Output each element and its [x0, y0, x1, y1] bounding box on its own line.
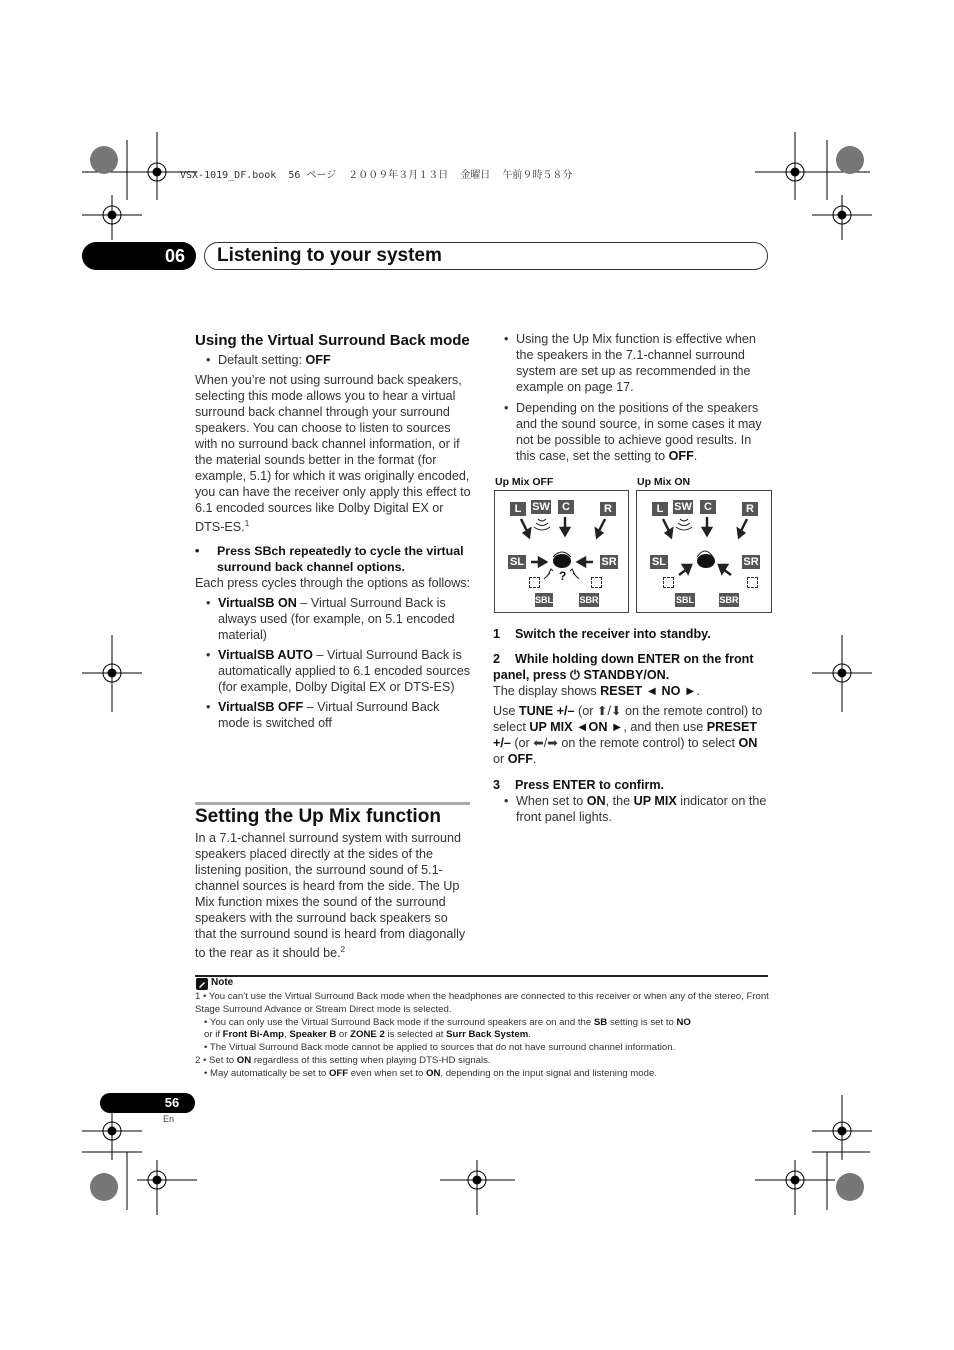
speaker-r: R	[742, 502, 758, 516]
speaker-l: L	[652, 502, 668, 516]
list-item	[493, 793, 768, 825]
when-b: , the	[605, 794, 634, 808]
note-2a-on: ON	[236, 1054, 252, 1066]
print-header: VSX-1019_DF.book 56 ページ ２００９年３月１３日 金曜日 午前９時５８分	[180, 170, 573, 181]
note-1b-sb: SB	[593, 1016, 608, 1028]
footnote-ref-1: 1	[244, 519, 250, 528]
note-1b-no: NO	[676, 1016, 691, 1028]
question-mark: ?	[559, 569, 567, 583]
speaker-sr: SR	[743, 556, 759, 568]
use-end: .	[532, 752, 537, 766]
note-2b-pre: • May automatically be set to	[204, 1067, 329, 1079]
note-2a-end: regardless of this setting when playing DTS-HD signals.	[251, 1054, 491, 1066]
list-item	[493, 400, 768, 464]
note-1b2-spb: Speaker B	[289, 1029, 337, 1041]
speaker-sbl: SBL	[676, 595, 694, 605]
press-follow-text: Each press cycles through the options as follows:	[195, 576, 471, 591]
use-d: (or ⬅/➡ on the remote control) to select	[510, 736, 739, 750]
note-2a-pre: 2 • Set to	[195, 1054, 237, 1066]
note-1b	[195, 1017, 770, 1030]
note-1b2-mid: is selected at	[384, 1029, 447, 1041]
when-a: When set to	[516, 794, 587, 808]
default-setting	[195, 352, 471, 368]
speaker-c: C	[700, 500, 716, 514]
on-diagram-graphics	[637, 491, 771, 612]
speaker-sbr: SBR	[719, 595, 739, 605]
step-number: 3	[493, 778, 501, 792]
bullet2-off: OFF	[668, 449, 694, 463]
note-title: Note	[211, 977, 234, 988]
note-1b2-end: .	[528, 1029, 531, 1041]
option-list-item	[195, 595, 471, 643]
step-2	[493, 651, 768, 683]
step-number: 1	[493, 627, 501, 641]
use-c: , and then use	[623, 720, 707, 734]
note-1b2-z2: ZONE 2	[350, 1029, 385, 1041]
up-mix-paragraph	[195, 830, 471, 961]
page-lang: En	[163, 1114, 175, 1124]
note-1b2-sbs: Surr Back System	[446, 1029, 529, 1041]
note-1b2	[195, 1029, 770, 1042]
speaker-l: L	[510, 502, 526, 516]
press-text: Press SBch repeatedly to cycle the virtual surround back channel options.	[217, 544, 464, 575]
page-number: 56	[164, 1095, 180, 1110]
note-1b2-fba: Front Bi-Amp	[222, 1029, 284, 1041]
display-prefix: The display shows	[493, 684, 601, 698]
option-desc: – Virtual Surround Back is automatically applied to 6.1 encoded sources (for example, Dolby Digital EX or DTS-ES)	[218, 648, 471, 695]
note-1b-mid: setting is set to	[607, 1016, 677, 1028]
note-body	[195, 991, 770, 1081]
speaker-sl: SL	[509, 556, 525, 568]
note-2b-on: ON	[426, 1067, 441, 1079]
step-3	[493, 777, 768, 793]
chapter-title: Listening to your system	[217, 245, 442, 266]
speaker-sw: SW	[674, 501, 692, 513]
option-list-item	[195, 647, 471, 695]
step-1	[493, 626, 768, 642]
display-value: RESET ◄ NO ►	[600, 684, 697, 698]
note-icon	[196, 978, 208, 990]
note-1b2-c1: ,	[283, 1029, 290, 1041]
heading-up-mix: Setting the Up Mix function	[195, 806, 441, 827]
speaker-sbl: SBL	[535, 595, 553, 605]
step-number: 2	[493, 652, 501, 666]
default-setting-label: Default setting:	[218, 353, 306, 367]
left-column	[195, 331, 471, 731]
use-off: OFF	[507, 752, 533, 766]
up-mix-on-diagram	[636, 490, 772, 613]
note-2b-off: OFF	[328, 1067, 349, 1079]
note-1b-pre: • You can only use the Virtual Surround Back mode if the surround speakers are on and the	[204, 1016, 594, 1028]
note-1a: 1 • You can’t use the Virtual Surround Back mode when the headphones are connected to this receiver or when any of the stereo, Front Stage Surround Advance or Stream Direct mode is selected.	[195, 991, 769, 1015]
speaker-sw: SW	[532, 501, 550, 513]
use-upmix: UP MIX ◄ON ►	[529, 720, 624, 734]
option-name: VirtualSB ON	[218, 596, 297, 611]
use-instruction	[493, 703, 768, 767]
up-mix-off-diagram	[494, 490, 629, 613]
step-text: Switch the receiver into standby.	[515, 627, 711, 641]
bullet2-text: Depending on the positions of the speakers and the sound source, in some cases it may not be possible to achieve good results. In this case, set the setting to	[516, 401, 762, 463]
note-2b-end: , depending on the input signal and listening mode.	[440, 1067, 657, 1079]
press-sbch-instruction	[195, 543, 471, 575]
use-b: (or ⬆/⬇ on the remote control) to select	[493, 704, 763, 734]
list-item: • Using the Up Mix function is effective when the speakers in the 7.1-channel surround system are set up as recommended in the example on page 17.	[493, 331, 768, 395]
use-preset: PRESET +/–	[493, 720, 758, 750]
option-name: VirtualSB AUTO	[218, 648, 313, 663]
right-column-steps	[493, 626, 768, 825]
note-2b	[195, 1068, 770, 1081]
speaker-sr: SR	[601, 556, 617, 568]
note-2b-mid: even when set to	[348, 1067, 426, 1079]
up-mix-text: In a 7.1-channel surround system with surround speakers placed directly at the sides of the listening position, the surround sound of 5.1-channel sources is heard from the side. The Up Mix function mixes the sound of the surround speakers with the surround back speakers so that the surround sound is heard from diagonally to the rear as it should be.	[195, 831, 466, 961]
option-desc: – Virtual Surround Back mode is switched off	[218, 700, 440, 731]
default-setting-value: OFF	[305, 353, 331, 367]
speaker-sl: SL	[651, 556, 667, 568]
chapter-number: 06	[164, 246, 186, 266]
note-2a	[195, 1055, 770, 1068]
speaker-r: R	[600, 502, 616, 516]
right-column-top	[493, 331, 768, 464]
use-on: ON	[738, 736, 758, 750]
virtual-surround-text: When you’re not using surround back speakers, selecting this mode allows you to hear a virtual surround back channel through your surround speakers. You can choose to listen to sources with no surround back channel information, or if the material sounds better in the format (for example, 5.1) for which it was originally encoded, you can have the receiver only apply this effect to 6.1 encoded sources like Dolby Digital EX or DTS-ES.	[195, 373, 471, 535]
when-c: indicator on the front panel lights.	[516, 794, 767, 824]
step-text: While holding down ENTER on the front panel, press ⏻ STANDBY/ON.	[493, 652, 754, 682]
note-1b2-pre: or if	[204, 1029, 223, 1041]
use-a: Use	[493, 704, 519, 718]
use-or: or	[493, 752, 508, 766]
when-upmix: UP MIX	[633, 794, 677, 808]
display-shows	[493, 683, 768, 699]
note-1b2-or: or	[336, 1029, 351, 1041]
note-rule	[195, 975, 768, 977]
off-diagram-graphics	[495, 491, 628, 612]
virtual-surround-paragraph	[195, 372, 471, 535]
option-name: VirtualSB OFF	[218, 700, 304, 715]
heading-virtual-surround: Using the Virtual Surround Back mode	[195, 332, 470, 349]
speaker-sbr: SBR	[579, 595, 599, 605]
step-text: Press ENTER to confirm.	[515, 778, 665, 792]
option-list-item	[195, 699, 471, 731]
speaker-c: C	[558, 500, 574, 514]
display-end: .	[696, 684, 700, 698]
footnote-ref-2: 2	[340, 945, 346, 954]
fig-on-label: Up Mix ON	[637, 476, 691, 488]
press-bullet: •	[195, 544, 200, 559]
bullet2-end: .	[693, 449, 698, 463]
when-on: ON	[586, 794, 606, 808]
use-tune: TUNE +/–	[518, 704, 575, 718]
fig-off-label: Up Mix OFF	[495, 476, 554, 488]
note-1c: • The Virtual Surround Back mode cannot be applied to sources that do not have surround channel information.	[204, 1042, 676, 1054]
option-desc: – Virtual Surround Back is always used (for example, on 5.1 encoded material)	[218, 596, 455, 643]
